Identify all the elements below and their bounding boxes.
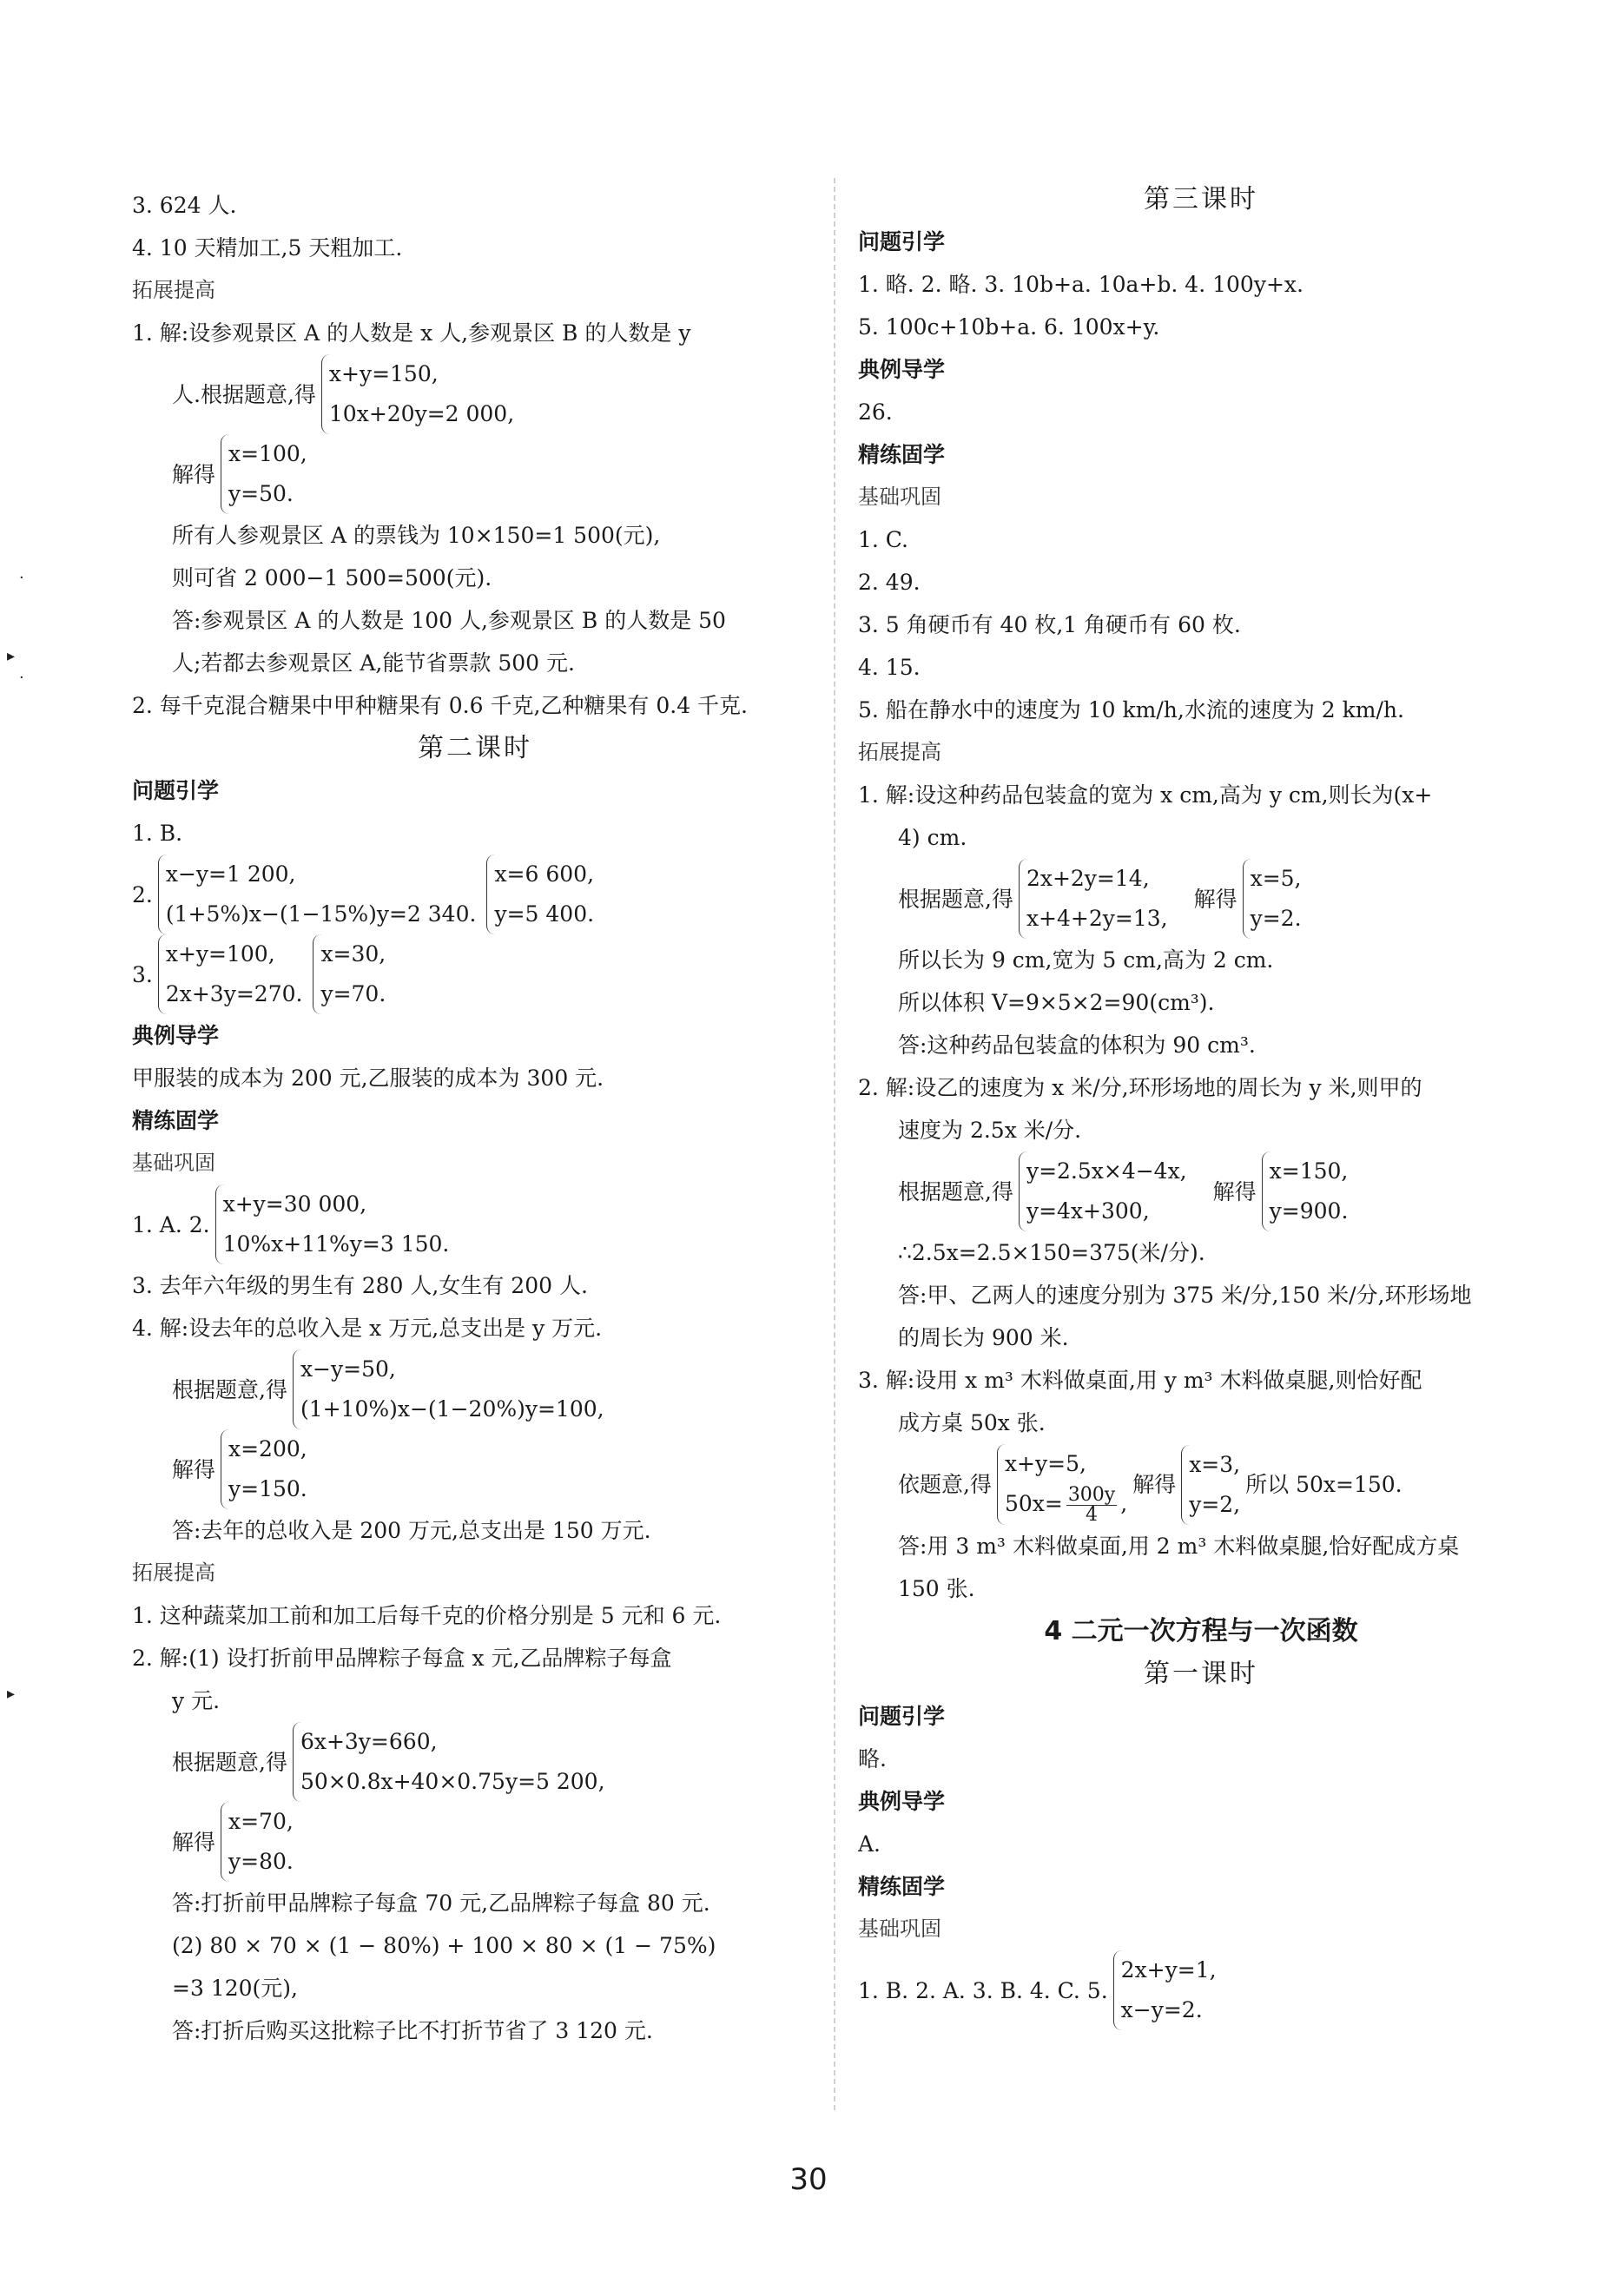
answer-row xyxy=(858,1950,1544,2030)
equation: 50x= $\frac{300y}{4}$ , xyxy=(1004,1484,1128,1526)
answer-line: 4) cm. xyxy=(898,825,967,850)
equation: 2x+3y=270. xyxy=(165,981,303,1006)
answer-line: 速度为 2.5x 米/分. xyxy=(898,1118,1082,1143)
subsection-title: 基础巩固 xyxy=(858,485,941,509)
lesson-title: 第二课时 xyxy=(418,733,532,763)
lesson-title: 第三课时 xyxy=(1144,184,1258,214)
answer-line: 成方桌 50x 张. xyxy=(898,1410,1046,1435)
equation-system-row xyxy=(132,354,818,434)
answer-line: 的周长为 900 米. xyxy=(898,1325,1069,1350)
answer-row xyxy=(132,854,818,934)
equation: y=80. xyxy=(228,1849,294,1874)
equation: x=200, xyxy=(228,1436,307,1461)
answer-line: 答:打折后购买这批粽子比不打折节省了 3 120 元. xyxy=(172,2018,653,2043)
answer-line: 所以长为 9 cm,宽为 5 cm,高为 2 cm. xyxy=(898,947,1274,973)
equation: x=3, xyxy=(1189,1451,1241,1477)
equation: x=6 600, xyxy=(494,861,595,887)
answer-line: 5. 船在静水中的速度为 10 km/h,水流的速度为 2 km/h. xyxy=(858,697,1404,722)
answer-row xyxy=(132,1184,818,1264)
answer-line: 1. B. xyxy=(132,821,183,846)
answer-line: 4. 解:设去年的总收入是 x 万元,总支出是 y 万元. xyxy=(132,1316,603,1341)
equation: y=900. xyxy=(1269,1198,1349,1224)
section-title: 问题引学 xyxy=(858,1704,946,1729)
section-title: 典例导学 xyxy=(858,357,946,382)
text: 解得 xyxy=(172,1456,216,1482)
text: 依题意,得 xyxy=(898,1472,992,1497)
equation: x−y=2. xyxy=(1120,1997,1203,2022)
answer-line: 3. 5 角硬币有 40 枚,1 角硬币有 60 枚. xyxy=(858,612,1241,637)
section-title: 问题引学 xyxy=(132,778,220,803)
equation: x=100, xyxy=(228,441,307,466)
equation: x+4+2y=13, xyxy=(1026,906,1168,931)
fraction-denominator: 4 xyxy=(1086,1504,1099,1526)
solution-row xyxy=(132,1802,818,1882)
answer-line: 人;若都去参观景区 A,能节省票款 500 元. xyxy=(172,650,575,676)
equation-system-row xyxy=(132,1349,818,1429)
text: 根据题意,得 xyxy=(898,1178,1013,1204)
answer-row xyxy=(132,934,818,1014)
equation: x=30, xyxy=(320,941,386,967)
answer-line: A. xyxy=(858,1831,881,1857)
solution-system xyxy=(221,1429,307,1509)
solution-system xyxy=(486,854,594,934)
equation-system xyxy=(293,1349,604,1429)
equation: y=5 400. xyxy=(494,901,595,927)
right-column xyxy=(858,178,1544,2105)
equation: x−y=50, xyxy=(300,1356,396,1382)
text: 所以 50x=150. xyxy=(1245,1472,1402,1497)
equation-lhs: 50x= xyxy=(1004,1491,1063,1516)
equation: y=150. xyxy=(228,1476,307,1501)
answer-line: 26. xyxy=(858,399,893,425)
answer-line: =3 120(元), xyxy=(172,1976,298,2001)
equation: 2x+y=1, xyxy=(1120,1957,1217,1983)
page-number: 30 xyxy=(789,2162,828,2197)
answer-line: 150 张. xyxy=(898,1576,975,1601)
equation-system xyxy=(997,1444,1127,1525)
equation: 2x+2y=14, xyxy=(1026,866,1150,891)
equation-system xyxy=(1019,1151,1187,1231)
solution-1-line: 1. 解:设参观景区 A 的人数是 x 人,参观景区 B 的人数是 y xyxy=(132,320,691,346)
answer-line: 答:甲、乙两人的速度分别为 375 米/分,150 米/分,环形场地 xyxy=(898,1283,1472,1308)
equation-system xyxy=(293,1722,605,1802)
solution-row xyxy=(132,434,818,514)
equation: x−y=1 200, xyxy=(165,861,296,887)
equation: x+y=100, xyxy=(165,941,275,967)
equation: x=70, xyxy=(228,1809,294,1834)
section-title: 典例导学 xyxy=(858,1789,946,1814)
answer-2: 2. 每千克混合糖果中甲种糖果有 0.6 千克,乙种糖果有 0.4 千克. xyxy=(132,693,748,718)
item-number: 2. xyxy=(132,881,153,907)
margin-mark: ▸ xyxy=(7,647,16,665)
solution-system xyxy=(221,1802,294,1882)
margin-mark: ▸ xyxy=(7,1685,16,1703)
answer-4: 4. 10 天精加工,5 天粗加工. xyxy=(132,235,403,261)
solution-system xyxy=(1181,1445,1240,1525)
equation-system xyxy=(321,354,514,434)
lesson-title: 第一课时 xyxy=(1144,1659,1258,1689)
subsection-title: 基础巩固 xyxy=(132,1151,215,1175)
equation: y=2.5x×4−4x, xyxy=(1026,1158,1187,1184)
answer-line: 2. 解:设乙的速度为 x 米/分,环形场地的周长为 y 米,则甲的 xyxy=(858,1075,1422,1100)
equation-system xyxy=(1019,859,1168,939)
answer-line: 1. 这种蔬菜加工前和加工后每千克的价格分别是 5 元和 6 元. xyxy=(132,1603,722,1628)
item-number: 3. xyxy=(132,961,153,987)
equation: x+y=5, xyxy=(1004,1451,1086,1476)
section-title: 精练固学 xyxy=(858,1874,946,1899)
item-number: 1. A. 2. xyxy=(132,1211,210,1237)
solution-line: 则可省 2 000−1 500=500(元). xyxy=(172,565,492,590)
equation-system-row xyxy=(858,1444,1544,1525)
section-title: 典例导学 xyxy=(132,1023,220,1048)
equation: y=4x+300, xyxy=(1026,1198,1150,1224)
answer-3: 3. 624 人. xyxy=(132,193,237,218)
equation: 10x+20y=2 000, xyxy=(328,401,515,426)
margin-mark: · xyxy=(19,569,24,587)
answer-line: 2. 解:(1) 设打折前甲品牌粽子每盒 x 元,乙品牌粽子每盒 xyxy=(132,1646,672,1671)
answer-line: 3. 去年六年级的男生有 280 人,女生有 200 人. xyxy=(132,1273,588,1298)
text: 根据题意,得 xyxy=(898,886,1013,912)
section-extension: 拓展提高 xyxy=(132,1560,215,1585)
section-extension: 拓展提高 xyxy=(132,278,215,302)
solution-system xyxy=(221,434,307,514)
column-divider xyxy=(834,178,835,2110)
equation: y=2. xyxy=(1250,906,1302,931)
text: 解得 xyxy=(1212,1178,1257,1204)
equation: (1+10%)x−(1−20%)y=100, xyxy=(300,1396,604,1422)
equation: 10%x+11%y=3 150. xyxy=(222,1231,450,1257)
solution-system xyxy=(1243,859,1302,939)
text: 解得 xyxy=(172,461,216,487)
answer-line: 4. 15. xyxy=(858,655,921,680)
item-number: 1. B. 2. A. 3. B. 4. C. 5. xyxy=(858,1977,1108,2003)
text: 人.根据题意,得 xyxy=(172,381,316,407)
answer-line: 略. xyxy=(858,1746,887,1771)
equation: x+y=150, xyxy=(328,361,439,386)
answer-line: 1. C. xyxy=(858,527,908,552)
text: 根据题意,得 xyxy=(172,1376,287,1402)
equation-system xyxy=(1113,1950,1217,2030)
solution-row xyxy=(132,1429,818,1509)
answer-line: 答:这种药品包装盒的体积为 90 cm³. xyxy=(898,1033,1256,1058)
solution-line: 所有人参观景区 A 的票钱为 10×150=1 500(元), xyxy=(172,523,661,548)
text: 根据题意,得 xyxy=(172,1749,287,1775)
section-extension: 拓展提高 xyxy=(858,740,941,764)
left-column xyxy=(132,184,818,2105)
answer-line: 所以体积 V=9×5×2=90(cm³). xyxy=(898,990,1215,1015)
answer-line: (2) 80 × 70 × (1 − 80%) + 100 × 80 × (1 − 75%) xyxy=(172,1933,716,1958)
answer-line: y 元. xyxy=(172,1688,221,1713)
section-title: 问题引学 xyxy=(858,229,946,254)
answer-line: 答:打折前甲品牌粽子每盒 70 元,乙品牌粽子每盒 80 元. xyxy=(172,1890,710,1916)
equation: 50×0.8x+40×0.75y=5 200, xyxy=(300,1769,605,1794)
answer-line: 1. 略. 2. 略. 3. 10b+a. 10a+b. 4. 100y+x. xyxy=(858,272,1304,297)
answer-line: 3. 解:设用 x m³ 木料做桌面,用 y m³ 木料做桌腿,则恰好配 xyxy=(858,1368,1422,1393)
equation: (1+5%)x−(1−15%)y=2 340. xyxy=(165,901,477,927)
solution-system xyxy=(1262,1151,1349,1231)
margin-mark: · xyxy=(19,669,24,687)
fraction-numerator: 300y xyxy=(1067,1484,1116,1506)
text: 解得 xyxy=(1193,886,1238,912)
equation: y=2, xyxy=(1189,1491,1241,1517)
answer-line: 2. 49. xyxy=(858,570,921,595)
text: 解得 xyxy=(172,1829,216,1855)
answer-line: 答:去年的总收入是 200 万元,总支出是 150 万元. xyxy=(172,1518,651,1543)
equation: x=150, xyxy=(1269,1158,1349,1184)
chapter-title: 4 二元一次方程与一次函数 xyxy=(1044,1616,1358,1646)
answer-line: 甲服装的成本为 200 元,乙服装的成本为 300 元. xyxy=(132,1066,604,1091)
solution-system xyxy=(313,934,386,1014)
section-title: 精练固学 xyxy=(132,1108,220,1133)
text: 解得 xyxy=(1132,1472,1177,1497)
equation-system-row xyxy=(858,1151,1544,1231)
equation: 6x+3y=660, xyxy=(300,1729,438,1754)
answer-line: 答:用 3 m³ 木料做桌面,用 2 m³ 木料做桌腿,恰好配成方桌 xyxy=(898,1534,1460,1559)
equation-system-row xyxy=(858,859,1544,939)
subsection-title: 基础巩固 xyxy=(858,1917,941,1941)
equation-system-row xyxy=(132,1722,818,1802)
equation: y=50. xyxy=(228,481,294,506)
equation-system xyxy=(158,854,477,934)
equation: x=5, xyxy=(1250,866,1302,891)
answer-line: 答:参观景区 A 的人数是 100 人,参观景区 B 的人数是 50 xyxy=(172,608,726,633)
section-title: 精练固学 xyxy=(858,442,946,467)
fraction xyxy=(1066,1486,1117,1525)
equation-system xyxy=(215,1184,450,1264)
equation: y=70. xyxy=(320,981,386,1006)
equation-system xyxy=(158,934,303,1014)
answer-line: 1. 解:设这种药品包装盒的宽为 x cm,高为 y cm,则长为(x+ xyxy=(858,782,1433,808)
equation: x+y=30 000, xyxy=(222,1191,367,1217)
answer-line: 5. 100c+10b+a. 6. 100x+y. xyxy=(858,314,1160,340)
answer-line: ∴2.5x=2.5×150=375(米/分). xyxy=(898,1240,1205,1265)
